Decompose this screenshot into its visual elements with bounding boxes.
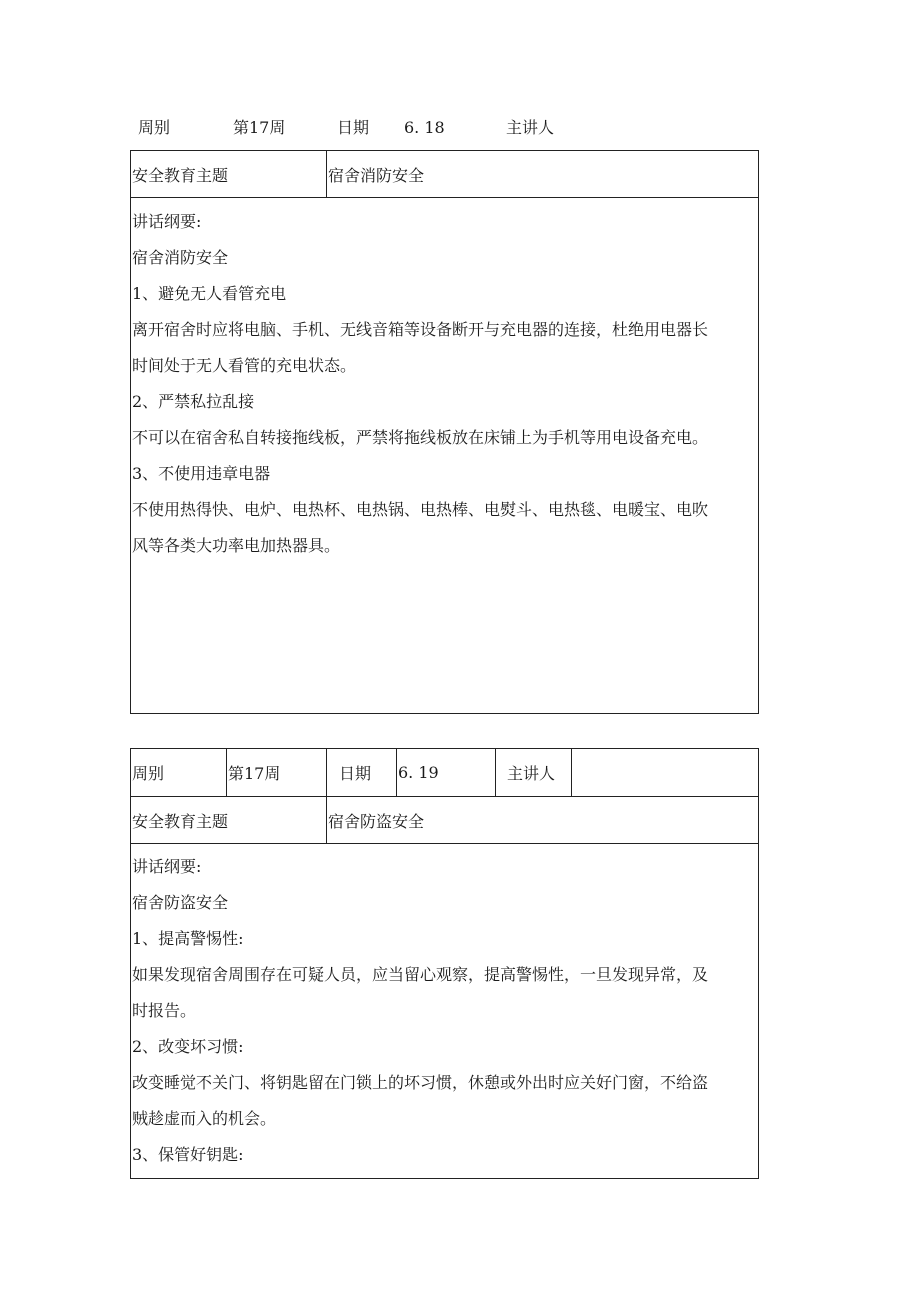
block2-week-label [131, 749, 226, 796]
block1-outline-line: 风等各类大功率电加热器具。 [132, 536, 341, 555]
block2-week-value [227, 749, 326, 796]
block2-outline-line: 贼趁虚而入的机会。 [132, 1109, 277, 1128]
block1-date-label: 日期 [337, 118, 370, 137]
block2-outline [131, 844, 758, 1178]
block2-outline-line: 1、提高警惕性: [132, 929, 244, 948]
block1-week-value: 第17周 [233, 118, 286, 137]
block2-outline-line: 如果发现宿舍周围存在可疑人员，应当留心观察，提高警惕性，一旦发现异常，及 [132, 965, 709, 984]
block1-outline-line: 离开宿舍时应将电脑、手机、无线音箱等设备断开与充电器的连接，杜绝用电器长 [132, 320, 709, 339]
block2-theme-row [131, 797, 758, 844]
block2-theme-label [131, 797, 326, 843]
block2-outline-line: 讲话纲要: [132, 857, 202, 876]
block1-speaker-label: 主讲人 [506, 118, 555, 137]
block2-date-value [397, 749, 495, 796]
block2-week-label-text: 周别 [132, 764, 165, 783]
block2-date-label-text: 日期 [339, 764, 372, 783]
block2-theme-value-text: 宿舍防盗安全 [328, 811, 425, 831]
block1-theme-label-text: 安全教育主题 [132, 165, 229, 185]
block1-outline [131, 198, 758, 713]
block2-speaker-value [572, 749, 758, 796]
block2-outline-line: 3、保管好钥匙: [132, 1145, 244, 1164]
block2-outline-line: 宿舍防盗安全 [132, 893, 229, 912]
block2-week-value-text: 第17周 [228, 764, 281, 783]
block1-outline-line: 时间处于无人看管的充电状态。 [132, 356, 357, 375]
block1-theme-row [131, 151, 758, 198]
block1-theme-value [327, 151, 758, 197]
block2-date-label [327, 749, 396, 796]
block1-outline-line: 2、严禁私拉乱接 [132, 392, 255, 411]
block1-outline-line: 不使用热得快、电炉、电热杯、电热锅、电热棒、电熨斗、电热毯、电暖宝、电吹 [132, 500, 709, 519]
block1-outline-line: 不可以在宿舍私自转接拖线板，严禁将拖线板放在床铺上为手机等用电设备充电。 [132, 428, 709, 447]
block1-theme-value-text: 宿舍消防安全 [328, 165, 425, 185]
block2-outline-line: 2、改变坏习惯: [132, 1037, 244, 1056]
block2-outline-line: 时报告。 [132, 1001, 197, 1020]
block1-week-label: 周别 [138, 118, 171, 137]
block1-table [130, 150, 759, 714]
block2-header-row [131, 749, 758, 797]
block2-table [130, 748, 759, 1179]
block2-theme-value [327, 797, 758, 843]
block1-outline-line: 3、不使用违章电器 [132, 464, 271, 483]
block1-outline-line: 1、避免无人看管充电 [132, 284, 287, 303]
block2-date-value-text: 6. 19 [398, 763, 439, 782]
block2-speaker-label [496, 749, 571, 796]
block2-speaker-label-text: 主讲人 [507, 764, 556, 783]
block1-date-value: 6. 18 [404, 118, 445, 137]
block1-outline-line: 讲话纲要: [132, 212, 202, 231]
block1-theme-label [131, 151, 326, 197]
block2-theme-label-text: 安全教育主题 [132, 811, 229, 831]
block2-outline-line: 改变睡觉不关门、将钥匙留在门锁上的坏习惯，休憩或外出时应关好门窗，不给盗 [132, 1073, 709, 1092]
block1-outline-line: 宿舍消防安全 [132, 248, 229, 267]
